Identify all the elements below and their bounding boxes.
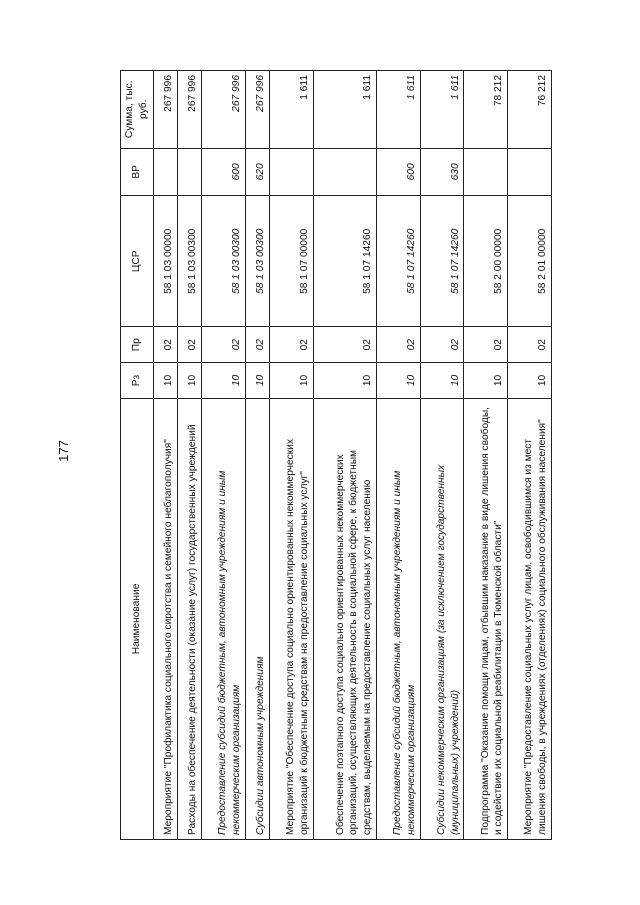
cell-vr (178, 148, 202, 196)
table-header-row (121, 71, 154, 840)
cell-rz: 10 (464, 363, 508, 399)
table-row (202, 71, 246, 840)
cell-vr (508, 148, 552, 196)
header-pr: Пр (121, 327, 154, 363)
cell-rz: 10 (313, 363, 376, 399)
cell-sum: 78 212 (464, 71, 508, 149)
cell-vr: 630 (420, 148, 464, 196)
cell-rz: 10 (202, 363, 246, 399)
table-row (464, 71, 508, 840)
header-csr: ЦСР (121, 196, 154, 327)
cell-pr: 02 (376, 327, 420, 363)
table-row (508, 71, 552, 840)
header-rz: Рз (121, 363, 154, 399)
cell-sum: 1 611 (269, 71, 313, 149)
cell-csr: 58 1 07 00000 (269, 196, 313, 327)
cell-rz: 10 (376, 363, 420, 399)
cell-csr: 58 1 07 14260 (420, 196, 464, 327)
cell-name: Субсидии автономным учреждениям (245, 398, 269, 839)
cell-sum: 76 212 (508, 71, 552, 149)
cell-vr (269, 148, 313, 196)
cell-csr: 58 1 07 14260 (376, 196, 420, 327)
cell-csr: 58 1 07 14260 (313, 196, 376, 327)
cell-pr: 02 (178, 327, 202, 363)
cell-sum: 1 611 (376, 71, 420, 149)
cell-pr: 02 (269, 327, 313, 363)
cell-sum: 267 996 (178, 71, 202, 149)
cell-csr: 58 1 03 00300 (202, 196, 246, 327)
header-sum: Сумма, тыс. руб. (121, 71, 154, 149)
cell-name: Обеспечение поэтапного доступа социально ориентированных некоммерческих организаций, осуществляющих деятельность в социальной сфере, к бюджетным средствам, выделяемым на предоставление социальных услуг населению (313, 398, 376, 839)
cell-csr: 58 1 03 00300 (178, 196, 202, 327)
cell-sum: 267 996 (154, 71, 178, 149)
cell-vr (464, 148, 508, 196)
table-row (376, 71, 420, 840)
cell-csr: 58 1 03 00300 (245, 196, 269, 327)
cell-sum: 267 996 (245, 71, 269, 149)
cell-name: Подпрограмма "Оказание помощи лицам, отбывшим наказание в виде лишения свободы, и содействие их социальной реабилитации в Тюменской области" (464, 398, 508, 839)
cell-rz: 10 (178, 363, 202, 399)
cell-vr (154, 148, 178, 196)
cell-pr: 02 (464, 327, 508, 363)
budget-table (120, 70, 552, 840)
header-name: Наименование (121, 398, 154, 839)
cell-rz: 10 (269, 363, 313, 399)
table-body (154, 71, 552, 840)
cell-name: Расходы на обеспечение деятельности (оказание услуг) государственных учреждений (178, 398, 202, 839)
table-row (178, 71, 202, 840)
table-row (154, 71, 178, 840)
cell-name: Мероприятие "Обеспечение доступа социально ориентированных некоммерческих организаций к бюджетным средствам на предоставление социальных услуг" (269, 398, 313, 839)
table-row (420, 71, 464, 840)
cell-name: Субсидии некоммерческим организациям (за исключением государственных (муниципальных) учреждений) (420, 398, 464, 839)
table-row (245, 71, 269, 840)
cell-vr (313, 148, 376, 196)
cell-name: Предоставление субсидий бюджетным, автономным учреждениям и иным некоммерческим организациям (202, 398, 246, 839)
cell-name: Предоставление субсидий бюджетным, автономным учреждениям и иным некоммерческим организациям (376, 398, 420, 839)
cell-pr: 02 (420, 327, 464, 363)
cell-rz: 10 (154, 363, 178, 399)
cell-sum: 267 996 (202, 71, 246, 149)
cell-vr: 600 (376, 148, 420, 196)
budget-table-wrapper (120, 70, 552, 840)
cell-pr: 02 (154, 327, 178, 363)
cell-pr: 02 (245, 327, 269, 363)
cell-csr: 58 2 01 00000 (508, 196, 552, 327)
table-row (269, 71, 313, 840)
cell-pr: 02 (313, 327, 376, 363)
cell-rz: 10 (245, 363, 269, 399)
cell-pr: 02 (508, 327, 552, 363)
cell-vr: 620 (245, 148, 269, 196)
cell-rz: 10 (420, 363, 464, 399)
cell-pr: 02 (202, 327, 246, 363)
cell-rz: 10 (508, 363, 552, 399)
page-number: 177 (55, 440, 71, 462)
cell-name: Мероприятие "Предоставление социальных услуг лицам, освободившимся из мест лишения свободы, в учреждениях (отделениях) социального обслуживания населения" (508, 398, 552, 839)
table-row (313, 71, 376, 840)
cell-sum: 1 611 (313, 71, 376, 149)
header-vr: ВР (121, 148, 154, 196)
cell-vr: 600 (202, 148, 246, 196)
cell-name: Мероприятие "Профилактика социального сиротства и семейного неблагополучия" (154, 398, 178, 839)
cell-sum: 1 611 (420, 71, 464, 149)
cell-csr: 58 1 03 00000 (154, 196, 178, 327)
cell-csr: 58 2 00 00000 (464, 196, 508, 327)
